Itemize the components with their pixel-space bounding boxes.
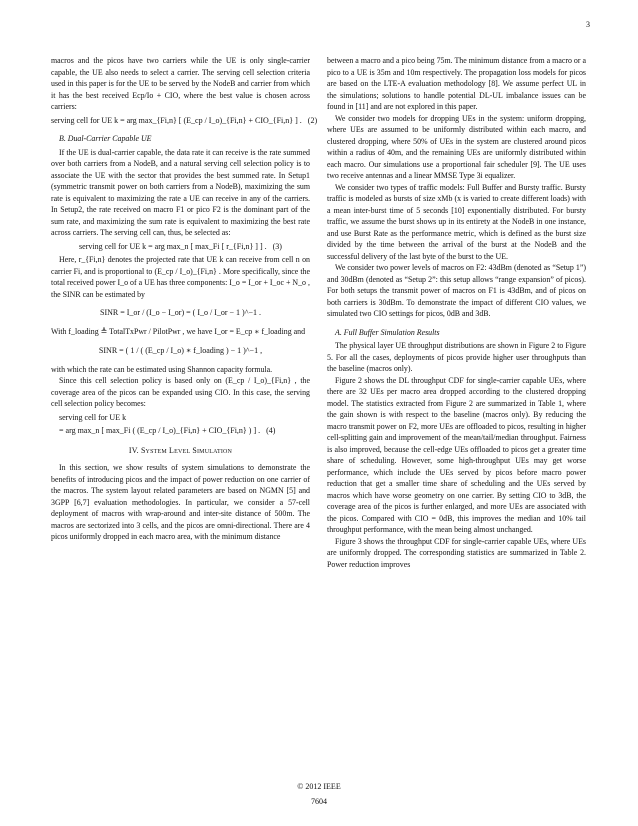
equation-sinr-1: SINR = I_or / (I_o − I_or) = ( I_o / I_or − 1 )^−1 . [100, 308, 261, 317]
copyright-notice: © 2012 IEEE [297, 782, 341, 791]
equation-4-line-1: serving cell for UE k [59, 412, 127, 422]
paragraph: macros and the picos have two carriers while the UE is only single-carrier capable, the UE also needs to select a carrier. The serving cell selection criteria used in this paper is for the UE to be served by the NodeB and carrier from which it has the best received Ecp/Io + CIO, where the best value is chosen across carriers: [51, 56, 310, 111]
equation-sinr-2: SINR = ( 1 / ( (E_cp / I_o) ∗ f_loading ) − 1 )^−1 , [98, 345, 263, 355]
paragraph: If the UE is dual-carrier capable, the data rate it can receive is the rate summed over both carriers from a NodeB, and a natural serving cell selection policy is to associate the UE with the sector that provides the best summed rate. In Setup1 (symmetric transmit power on both carriers from a NodeB), maximizing the sum rate is equivalent to maximizing the rate a UE can receive in any of the carriers. In Setup2, the rate received on macro F1 or pico F2 is the dominant part of the sum rate, and maximizing the sum rate is equivalent to maximizing the best rate across carriers. The serving cell can, thus, be selected as: [51, 147, 310, 237]
footer-page-number: 7604 [311, 797, 327, 806]
equation-4-line-2: = arg max_n [ max_Fi ( (E_cp / I_o)_{Fi,n} + CIO_{Fi,n} ) ] . (4) [59, 426, 276, 435]
subsection-heading-b: B. Dual-Carrier Capable UE [59, 134, 152, 143]
paragraph: We consider two models for dropping UEs in the system: uniform dropping, where UEs are assumed to be uniformly distributed within each macro, and clustered dropping, where 50% of UEs in the system are clustered around picos within a radius of 40m, and the remaining UEs are uniformly distributed within each macro. Our simulations use a proportional fair scheduler [9]. The UE uses two receive antennas and a linear MMSE Type 3i equalizer. [327, 113, 586, 180]
equation-2: serving cell for UE k = arg max_{Fi,n} [ (E_cp / I_o)_{Fi,n} + CIO_{Fi,n} ] . (2) [51, 115, 318, 125]
paragraph: We consider two types of traffic models: Full Buffer and Bursty traffic. Bursty traffic is modeled as bursts of size xMb (x is varied to create different loads) with a mean inter-burst time of 5 seconds [10] exponentially distributed. For bursty traffic, we assume the burst shows up in its entirety at the NodeB in one instance, and use Burst Rate as the performance metric, which is defined as the burst size divided by the time between the arrival of the burst at the NodeB and the successful delivery of the last byte of the burst to the UE. [327, 182, 586, 261]
paragraph: The physical layer UE throughput distributions are shown in Figure 2 to Figure 5. For all the cases, deployments of picos provide higher user throughputs than the baseline (macros only). [327, 341, 586, 373]
right-column [327, 55, 586, 570]
paragraph: with which the rate can be estimated using Shannon capacity formula. [51, 364, 273, 374]
equation-3: serving cell for UE k = arg max_n [ max_Fi [ r_{Fi,n} ] ] . (3) [79, 241, 282, 251]
paragraph: Figure 2 shows the DL throughput CDF for single-carrier capable UEs, where there are 32 UEs per macro area dropped according to the clustered dropping model. The statistics extracted from Figure 2 are summarized in Table 1, where the gain shown is with respect to the baseline (macros only). By reducing the macro transmit power on F2, more UEs are offloaded to picos, resulting in higher cell-splitting gain and improvement of the mean/tail/median throughput. Fairness is also improved, because the cell-edge UEs offloaded to picos get a greater time share of scheduling. However, some high-throughput UEs may get worse performance, which include the UEs served by picos before macro power reduction that get a smaller time share of scheduling and the UEs served by macros which have worse geometry on one carrier. By setting CIO to 3dB, the coverage area of the picos is further enlarged, and more UEs are associated with the picos. Compared with CIO = 0dB, this improves the median and 10% tail throughput performance, with the mean being almost unchanged. [327, 375, 586, 534]
paragraph: between a macro and a pico being 75m. The minimum distance from a macro or a pico to a UE is 35m and 10m respectively. The propagation loss models for picos are based on the LTE-A evaluation methodology [8]. We assume perfect UL in the simulations; solutions to handle potential DL-UL imbalance issues can be found in [11] and are not explored in this paper. [327, 56, 586, 111]
paragraph: Since this cell selection policy is based only on (E_cp / I_o)_{Fi,n} , the coverage area of the picos can be expanded using CIO. In this case, the serving cell selection policy becomes: [51, 376, 310, 408]
paragraph: We consider two power levels of macros on F2: 43dBm (denoted as “Setup 1”) and 30dBm (denoted as “Setup 2”: this setup allows “range expansion” of picos). For both setups the transmit power of macros on F1 is 43dBm, and of picos on both carriers is 30dBm. To demonstrate the impact of different CIO values, we simulated two CIO settings for picos, 0dB and 3dB. [327, 263, 586, 318]
left-column [51, 55, 318, 543]
paragraph: Figure 3 shows the throughput CDF for single-carrier capable UEs, where UEs are uniformly dropped. The corresponding statistics are summarized in Table 2. Power reduction improves [327, 536, 586, 569]
paragraph: In this section, we show results of system simulations to demonstrate the benefits of introducing picos and the impact of power reduction on one carrier of the macros. The system layout related parameters are based on NGMN [5] and 3GPP [6,7] evaluation methodologies. In particular, we consider a 57-cell deployment of macros with wrap-around and inter-site distance of 500m. The macros are sectorized into 3 cells, and the picos are omni-directional. There are 4 picos uniformly dropped in each macro area, with the minimum distance [51, 463, 310, 541]
subsection-heading-a: A. Full Buffer Simulation Results [335, 327, 440, 337]
section-heading-iv: IV. System Level Simulation [128, 445, 233, 455]
paragraph: Here, r_{Fi,n} denotes the projected rate that UE k can receive from cell n on carrier Fi, and is proportional to (E_cp / I_o)_{Fi,n} . More specifically, since the total received power I_o of a UE has three components: I_o = I_or + I_oc + N_o , the SINR can be estimated by [51, 255, 310, 299]
paragraph: With f_loading ≜ TotalTxPwr / PilotPwr , we have I_or = E_cp ∗ f_loading and [51, 327, 306, 336]
page-number: 3 [586, 20, 590, 29]
